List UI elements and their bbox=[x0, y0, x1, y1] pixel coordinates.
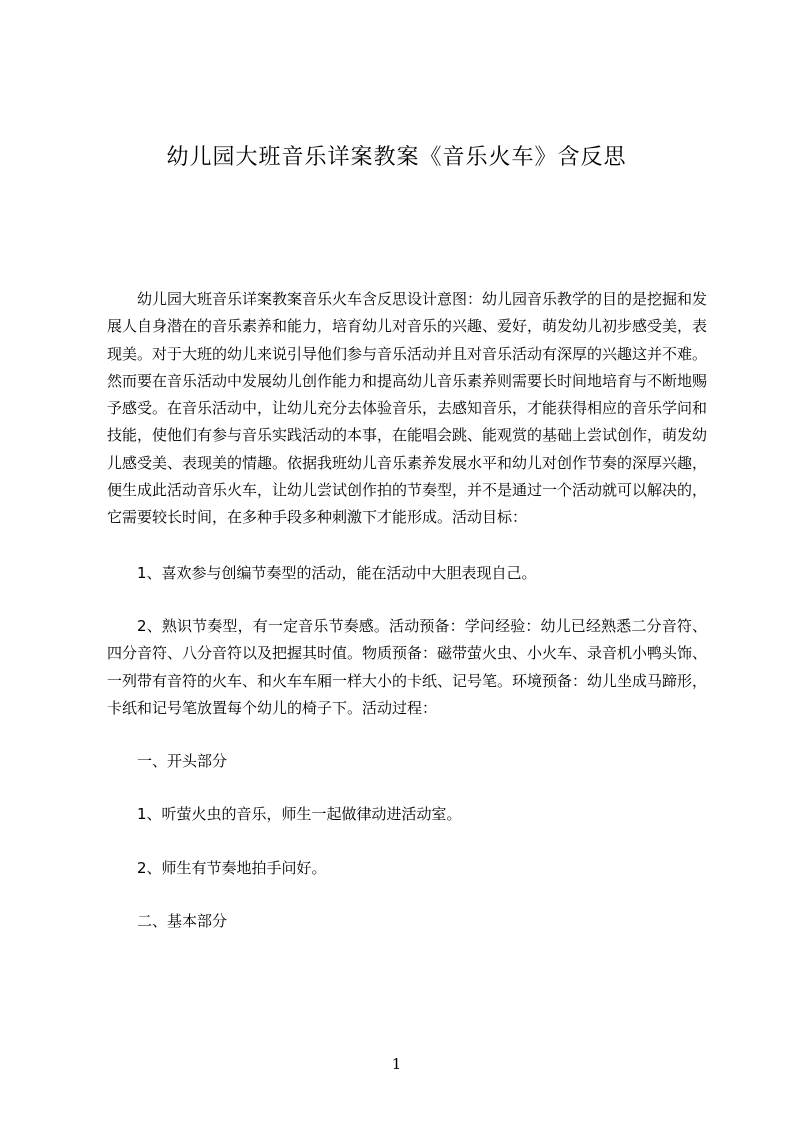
step-item-2: 2、师生有节奏地拍手问好。 bbox=[137, 858, 327, 877]
goal-item-2: 2、熟识节奏型，有一定音乐节奏感。活动预备：学问经验：幼儿已经熟悉二分音符、四分音符、八分音符以及把握其时值。物质预备：磁带萤火虫、小火车、录音机小鸭头饰、一列带有音符的火车、和火车车厢一样大小的卡纸、记号笔。环境预备：幼儿坐成马蹄形，卡纸和记号笔放置每个幼儿的椅子下。活动过程： bbox=[107, 616, 708, 717]
document-title: 幼儿园大班音乐详案教案《音乐火车》含反思 bbox=[166, 145, 627, 170]
document-body bbox=[107, 286, 707, 961]
step-item-1: 1、听萤火虫的音乐，师生一起做律动进活动室。 bbox=[137, 805, 462, 824]
page-number: 1 bbox=[391, 1055, 402, 1073]
goal-item-1: 1、喜欢参与创编节奏型的活动，能在活动中大胆表现自己。 bbox=[137, 563, 537, 582]
section-heading-2: 二、基本部分 bbox=[137, 912, 228, 931]
section-heading-1: 一、开头部分 bbox=[137, 752, 228, 771]
intro-paragraph: 幼儿园大班音乐详案教案音乐火车含反思设计意图：幼儿园音乐教学的目的是挖掘和发展人自身潜在的音乐素养和能力，培育幼儿对音乐的兴趣、爱好，萌发幼儿初步感受美，表现美。对于大班的幼儿来说引导他们参与音乐活动并且对音乐活动有深厚的兴趣这并不难。然而要在音乐活动中发展幼儿创作能力和提高幼儿音乐素养则需要长时间地培育与不断地赐予感受。在音乐活动中，让幼儿充分去体验音乐，去感知音乐，才能获得相应的音乐学问和技能，使他们有参与音乐实践活动的本事，在能唱会跳、能观赏的基础上尝试创作，萌发幼儿感受美、表现美的情趣。依据我班幼儿音乐素养发展水平和幼儿对创作节奏的深厚兴趣，便生成此活动音乐火车，让幼儿尝试创作拍的节奏型，并不是通过一个活动就可以解决的，它需要较长时间，在多种手段多种刺激下才能形成。活动目标： bbox=[107, 290, 708, 527]
